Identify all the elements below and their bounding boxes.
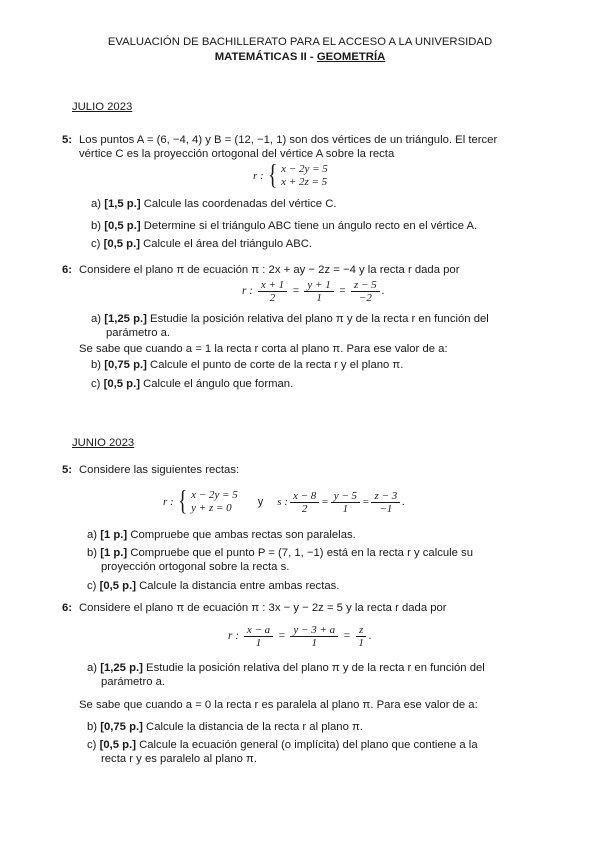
q6c-junio (87, 739, 478, 751)
q6-number-junio: 6: (62, 602, 73, 614)
numerator: x + 1 (258, 279, 287, 292)
q6c (91, 378, 293, 390)
points: [1,5 p.] (104, 198, 141, 210)
item-text: Estudie la posición relativa del plano π y de la recta r en función del (146, 662, 485, 674)
denominator: −2 (358, 292, 372, 304)
numerator: y − 3 + a (290, 624, 338, 637)
q5-line-r-system (253, 162, 328, 190)
numerator: x − 8 (290, 490, 319, 503)
fraction-y (290, 624, 338, 649)
section-heading-julio: JULIO 2023 (72, 101, 133, 113)
q5b-junio (87, 547, 473, 559)
period: . (381, 285, 385, 298)
q6b-junio (87, 721, 363, 733)
numerator: z − 5 (351, 279, 380, 292)
q6c-junio-continuation: recta r y es paralelo al plano π. (101, 753, 257, 765)
q5b-junio-continuation: proyección ortogonal sobre la recta s. (101, 561, 290, 573)
section-heading-junio: JUNIO 2023 (72, 437, 135, 449)
system-row-1: x − 2y = 5 (281, 163, 328, 175)
item-text: Calcule la distancia de la recta r al plano π. (146, 721, 363, 733)
subject: MATEMÁTICAS II - (214, 51, 317, 63)
item-text: Calcule la ecuación general (o implícita) del plano que contiene a la (139, 739, 478, 751)
q6b (91, 359, 403, 371)
points: [1,25 p.] (104, 313, 147, 325)
left-brace: { (267, 160, 278, 191)
q5-statement-junio: Considere las siguientes rectas: (79, 464, 240, 476)
points: [0,75 p.] (100, 721, 143, 733)
item-text: Determine si el triángulo ABC tiene un ángulo recto en el vértice A. (143, 220, 478, 232)
fraction-z (355, 624, 367, 649)
equals: = (277, 630, 286, 643)
q5-statement-line1: Los puntos A = (6, −4, 4) y B = (12, −1, 1) son dos vértices de un triángulo. El tercer (79, 134, 498, 146)
q5b (91, 220, 477, 232)
r-label: r : (163, 496, 174, 508)
denominator: 1 (316, 292, 322, 304)
period: . (402, 496, 405, 508)
item-text: Calcule las coordenadas del vértice C. (143, 198, 337, 210)
item-label: c) (87, 739, 97, 751)
item-text: Calcule el área del triángulo ABC. (143, 238, 313, 250)
points: [0,5 p.] (99, 739, 136, 751)
q5-lines-r-s (163, 488, 405, 516)
period: . (368, 630, 372, 643)
item-label: c) (87, 580, 97, 592)
q5c (91, 238, 312, 250)
points: [1 p.] (100, 529, 128, 541)
r-label: r : (242, 285, 253, 298)
denominator: 2 (301, 502, 308, 515)
topic: GEOMETRÍA (316, 51, 386, 63)
q6-note-junio: Se sabe que cuando a = 0 la recta r es paralela al plano π. Para ese valor de a: (79, 699, 478, 711)
numerator: y − 5 (331, 490, 360, 503)
denominator: 1 (342, 502, 349, 515)
r-label: r : (228, 630, 239, 643)
item-label: a) (87, 529, 98, 541)
r-label: r : (253, 170, 264, 182)
subject-line (0, 51, 600, 63)
q5-number: 5: (62, 134, 73, 146)
q6-statement: Considere el plano π de ecuación π : 2x + ay − 2z = −4 y la recta r dada por (79, 264, 460, 276)
q6-statement-junio: Considere el plano π de ecuación π : 3x − y − 2z = 5 y la recta r dada por (79, 602, 447, 614)
points: [0,5 p.] (99, 580, 136, 592)
numerator: z − 3 (371, 490, 400, 503)
denominator: 1 (311, 637, 318, 649)
system-row-2: x + 2z = 5 (281, 176, 328, 188)
points: [0,5 p.] (103, 238, 140, 250)
q6a-junio-continuation: parámetro a. (101, 676, 166, 688)
q6a-junio (87, 662, 485, 674)
q5c-junio (87, 580, 339, 592)
item-label: b) (91, 220, 102, 232)
item-text: Calcule el ángulo que forman. (143, 378, 294, 390)
equals: = (338, 285, 347, 298)
points: [1,25 p.] (100, 662, 143, 674)
fraction-y (304, 279, 333, 304)
points: [0,5 p.] (103, 378, 140, 390)
q6-number: 6: (62, 264, 73, 276)
equals: = (291, 285, 300, 298)
item-text: Calcule el punto de corte de la recta r y el plano π. (150, 359, 404, 371)
fraction-z (371, 490, 400, 515)
q6a (91, 313, 489, 325)
item-text: Calcule la distancia entre ambas rectas. (139, 580, 340, 592)
q5a-junio (87, 529, 356, 541)
q6a-continuation: parámetro a. (106, 327, 171, 339)
fraction-x (290, 490, 319, 515)
numerator: z (356, 624, 366, 637)
item-text: Compruebe que el punto P = (7, 1, −1) está en la recta r y calcule su (130, 547, 473, 559)
item-label: b) (91, 359, 102, 371)
fraction-x (244, 624, 273, 649)
points: [0,5 p.] (104, 220, 141, 232)
item-label: a) (91, 198, 102, 210)
points: [1 p.] (100, 547, 128, 559)
left-brace: { (177, 486, 188, 517)
denominator: −1 (379, 502, 393, 515)
system-row-1: x − 2y = 5 (191, 489, 238, 501)
item-label: a) (87, 662, 98, 674)
denominator: 1 (358, 637, 364, 649)
item-text: Compruebe que ambas rectas son paralelas. (130, 529, 356, 541)
exam-title: EVALUACIÓN DE BACHILLERATO PARA EL ACCESO A LA UNIVERSIDAD (107, 36, 493, 48)
equals: = (362, 496, 370, 508)
denominator: 2 (269, 292, 276, 304)
item-label: c) (91, 238, 101, 250)
system-row-2: y + z = 0 (191, 502, 232, 514)
q6-note: Se sabe que cuando a = 1 la recta r corta al plano π. Para ese valor de a: (79, 343, 448, 355)
q6-line-r-equation-junio (228, 624, 372, 649)
fraction-x (258, 279, 287, 304)
fraction-y (331, 490, 360, 515)
item-label: b) (87, 721, 98, 733)
denominator: 1 (255, 637, 262, 649)
conjunction: y (257, 496, 264, 508)
fraction-z (351, 279, 380, 304)
s-label: s : (277, 496, 288, 508)
q6-line-r-equation (242, 279, 385, 304)
equals: = (342, 630, 351, 643)
item-label: c) (91, 378, 101, 390)
item-label: b) (87, 547, 98, 559)
q5-number-junio: 5: (62, 464, 73, 476)
numerator: x − a (244, 624, 273, 637)
item-label: a) (91, 313, 102, 325)
q5-statement-line2: vértice C es la proyección ortogonal del vértice A sobre la recta (79, 148, 395, 160)
q5a (91, 198, 337, 210)
item-text: Estudie la posición relativa del plano π y de la recta r en función del (150, 313, 489, 325)
numerator: y + 1 (304, 279, 333, 292)
equals: = (321, 496, 329, 508)
points: [0,75 p.] (104, 359, 147, 371)
